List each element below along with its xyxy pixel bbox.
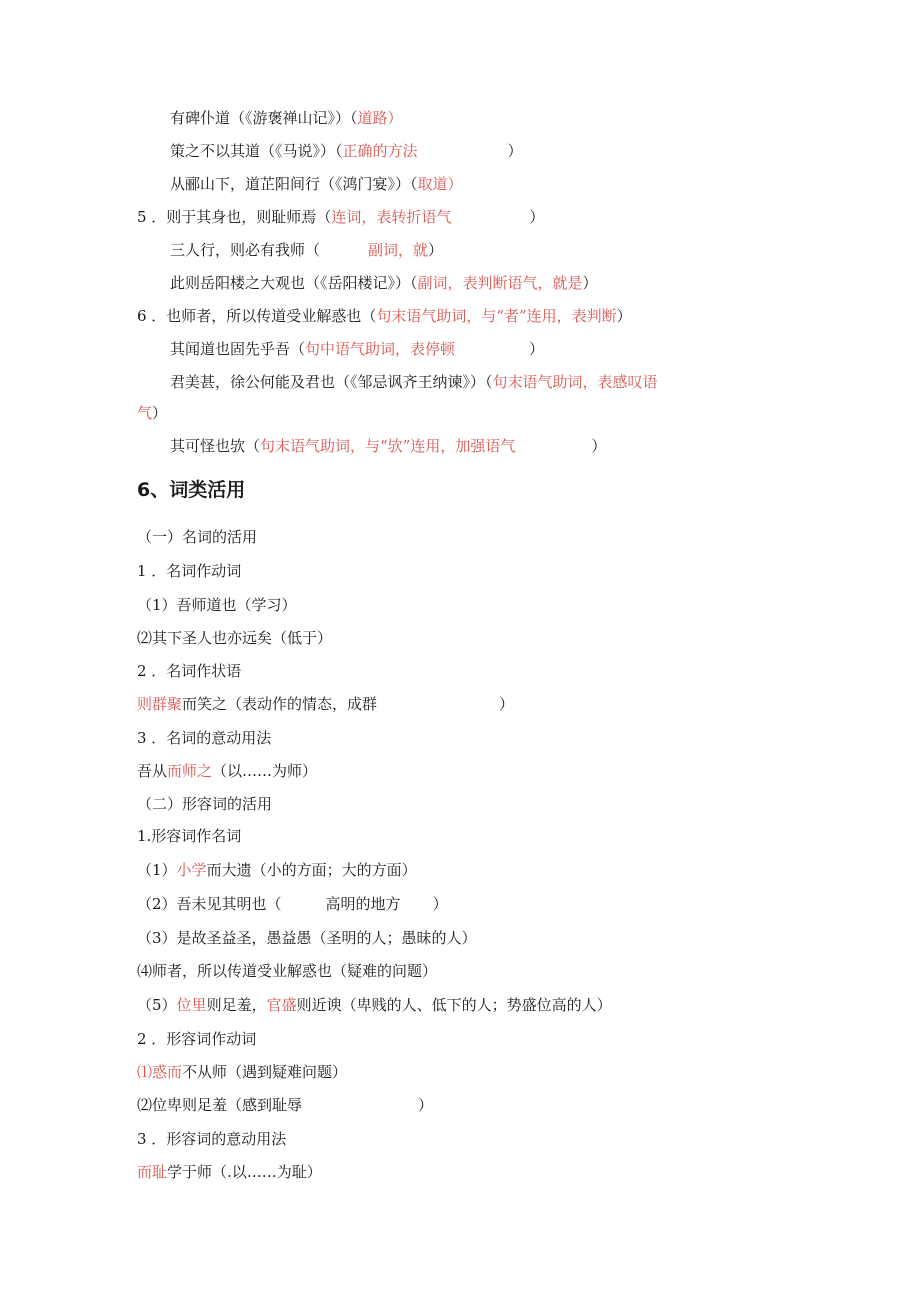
- numbered-item: 5 ．则于其身也，则耻师焉（连词，表转折语气 ）: [137, 208, 545, 226]
- numbered-item: 2 ．形容词作动词: [137, 1030, 257, 1048]
- example-line: （1）吾师道也（学习）: [137, 596, 297, 614]
- example-line: （1）小学而大遗（小的方面；大的方面）: [137, 861, 417, 879]
- section-heading: 6、词类活用: [137, 479, 246, 501]
- example-line: （2）吾未见其明也（ 高明的地方 ）: [137, 895, 448, 913]
- numbered-item: 1.形容词作名词: [137, 827, 242, 845]
- example-line: ⑴惑而不从师（遇到疑难问题）: [137, 1063, 348, 1081]
- example-line: （3）是故圣益圣，愚益愚（圣明的人；愚昧的人）: [137, 929, 477, 947]
- example-line: 三人行，则必有我师（ 副词，就）: [170, 241, 444, 259]
- example-line: 从郦山下，道芷阳间行（《鸿门宴》）（取道）: [170, 175, 463, 193]
- example-line: 吾从而师之（以……为师）: [137, 762, 318, 780]
- example-line-continuation: 气）: [137, 404, 168, 422]
- example-line: 其闻道也固先乎吾（句中语气助词，表停顿 ）: [170, 340, 545, 358]
- subsection-title: （一）名词的活用: [137, 528, 258, 546]
- example-line: 则群聚而笑之（表动作的情态，成群 ）: [137, 695, 515, 713]
- numbered-item: 2 ．名词作状语: [137, 662, 242, 680]
- example-line: 此则岳阳楼之大观也（《岳阳楼记》）（副词，表判断语气，就是）: [170, 274, 598, 292]
- numbered-item: 3 ．名词的意动用法: [137, 729, 272, 747]
- numbered-item: 6 ．也师者，所以传道受业解惑也（句末语气助词，与“者”连用，表判断）: [137, 307, 632, 325]
- example-line: 君美甚，徐公何能及君也（《邹忌讽齐王纳谏》）（句末语气助词，表感叹语: [170, 373, 658, 391]
- example-line: 有碑仆道（《游褒禅山记》）（道路）: [170, 109, 403, 127]
- example-line: （5）位里则足羞，官盛则近谀（卑贱的人、低下的人；势盛位高的人）: [137, 996, 612, 1014]
- example-line: ⑷师者，所以传道受业解惑也（疑难的问题）: [137, 962, 438, 980]
- example-line: 策之不以其道（《马说》）（正确的方法 ）: [170, 142, 523, 160]
- example-line: 其可怪也欤（句末语气助词，与“欤”连用，加强语气 ）: [170, 437, 607, 455]
- example-line: 而耻学于师（.以……为耻）: [137, 1163, 322, 1181]
- numbered-item: 3 ．形容词的意动用法: [137, 1130, 287, 1148]
- subsection-title: （二）形容词的活用: [137, 795, 273, 813]
- numbered-item: 1 ．名词作动词: [137, 562, 242, 580]
- example-line: ⑵位卑则足羞（感到耻辱 ）: [137, 1096, 434, 1114]
- example-line: ⑵其下圣人也亦远矣（低于）: [137, 629, 333, 647]
